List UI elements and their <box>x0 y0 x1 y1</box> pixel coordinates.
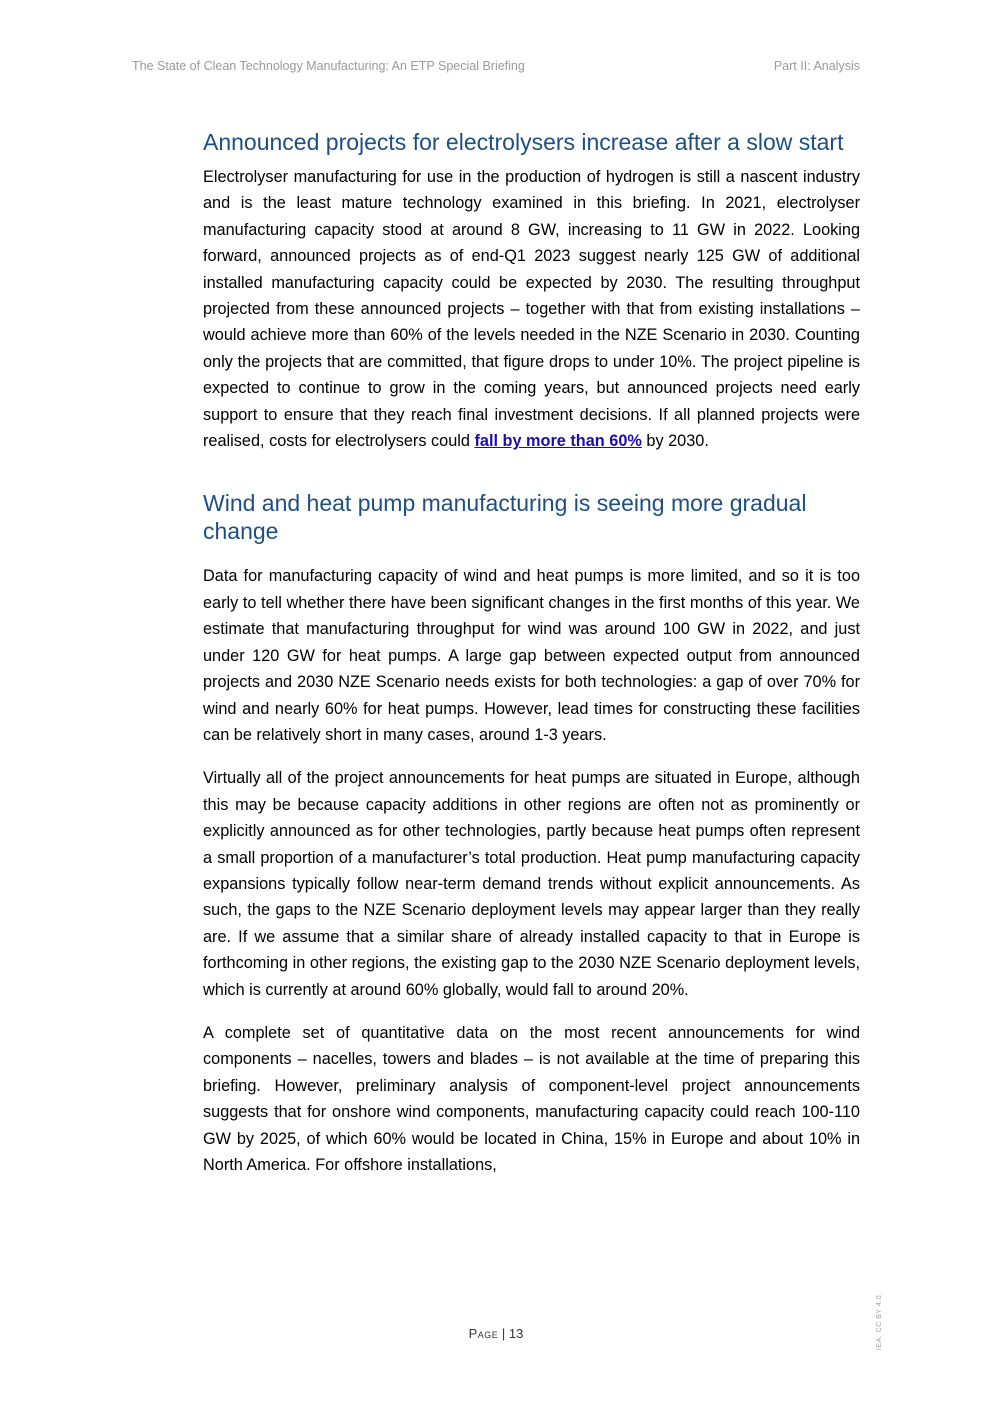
page-label: Page <box>468 1326 499 1341</box>
paragraph-wind-components: A complete set of quantitative data on the most recent announcements for wind components – nacelles, towers and blades – is not available at the time of preparing this briefing. However, preliminary analysis of component-level project announcements suggests that for onshore wind components, manufacturing capacity could reach 100-110 GW by 2025, of which 60% would be located in China, 15% in Europe and about 10% in North America. For offshore installations, <box>203 1023 860 1174</box>
running-header <box>132 59 860 73</box>
cost-reduction-link[interactable]: fall by more than 60% <box>474 432 642 451</box>
document-title: The State of Clean Technology Manufacturing: An ETP Special Briefing <box>132 59 525 73</box>
paragraph-wind-heat-capacity: Data for manufacturing capacity of wind and heat pumps is more limited, and so it is too early to tell whether there have been significant changes in the first months of this year. We estimate that manufacturing throughput for wind was around 100 GW in 2022, and just under 120 GW for heat pumps. A large gap between expected output from announced projects and 2030 NZE Scenario needs exists for both technologies: a gap of over 70% for wind and nearly 60% for heat pumps. However, lead times for constructing these facilities can be relatively short in many cases, around 1-3 years. <box>203 567 860 744</box>
paragraph-heat-pump-announcements: Virtually all of the project announcements for heat pumps are situated in Europe, although this may be because capacity additions in other regions are often not as prominently or explicitly announced as for other technologies, partly because heat pumps often represent a small proportion of a manufacturer’s total production. Heat pump manufacturing capacity expansions typically follow near-term demand trends without explicit announcements. As such, the gaps to the NZE Scenario deployment levels may appear larger than they really are. If we assume that a similar share of already installed capacity to that in Europe is forthcoming in other regions, the existing gap to the 2030 NZE Scenario deployment levels, which is currently at around 60% globally, would fall to around 20%. <box>203 769 860 999</box>
page-separator: | <box>498 1326 509 1341</box>
page-number-value: 13 <box>508 1326 524 1341</box>
paragraph-text-end: by 2030. <box>641 432 709 451</box>
page-content <box>203 128 860 1195</box>
section-label: Part II: Analysis <box>773 59 860 73</box>
copyright-notice: IEA. CC BY 4.0. <box>876 1292 883 1350</box>
paragraph-text: Electrolyser manufacturing for use in the production of hydrogen is still a nascent industry and is the least mature technology examined in this briefing. In 2021, electrolyser manufacturing capacity stood at around 8 GW, increasing to 11 GW in 2022. Looking forward, announced projects as of end-Q1 2023 suggest nearly 125 GW of additional installed manufacturing capacity could be expected by 2030. The resulting throughput projected from these announced projects – together with that from existing installations – would achieve more than 60% of the levels needed in the NZE Scenario in 2030. Counting only the projects that are committed, that figure drops to under 10%. The project pipeline is expected to continue to grow in the coming years, but announced projects need early support to ensure that they reach final investment decisions. If all planned projects were realised, costs for electrolysers could <box>203 168 860 451</box>
page-number <box>0 1326 992 1341</box>
heading-electrolysers: Announced projects for electrolysers increase after a slow start <box>203 129 844 155</box>
heading-wind-heat-pumps: Wind and heat pump manufacturing is seeing more gradual change <box>203 490 807 545</box>
paragraph-electrolysers <box>203 164 860 454</box>
